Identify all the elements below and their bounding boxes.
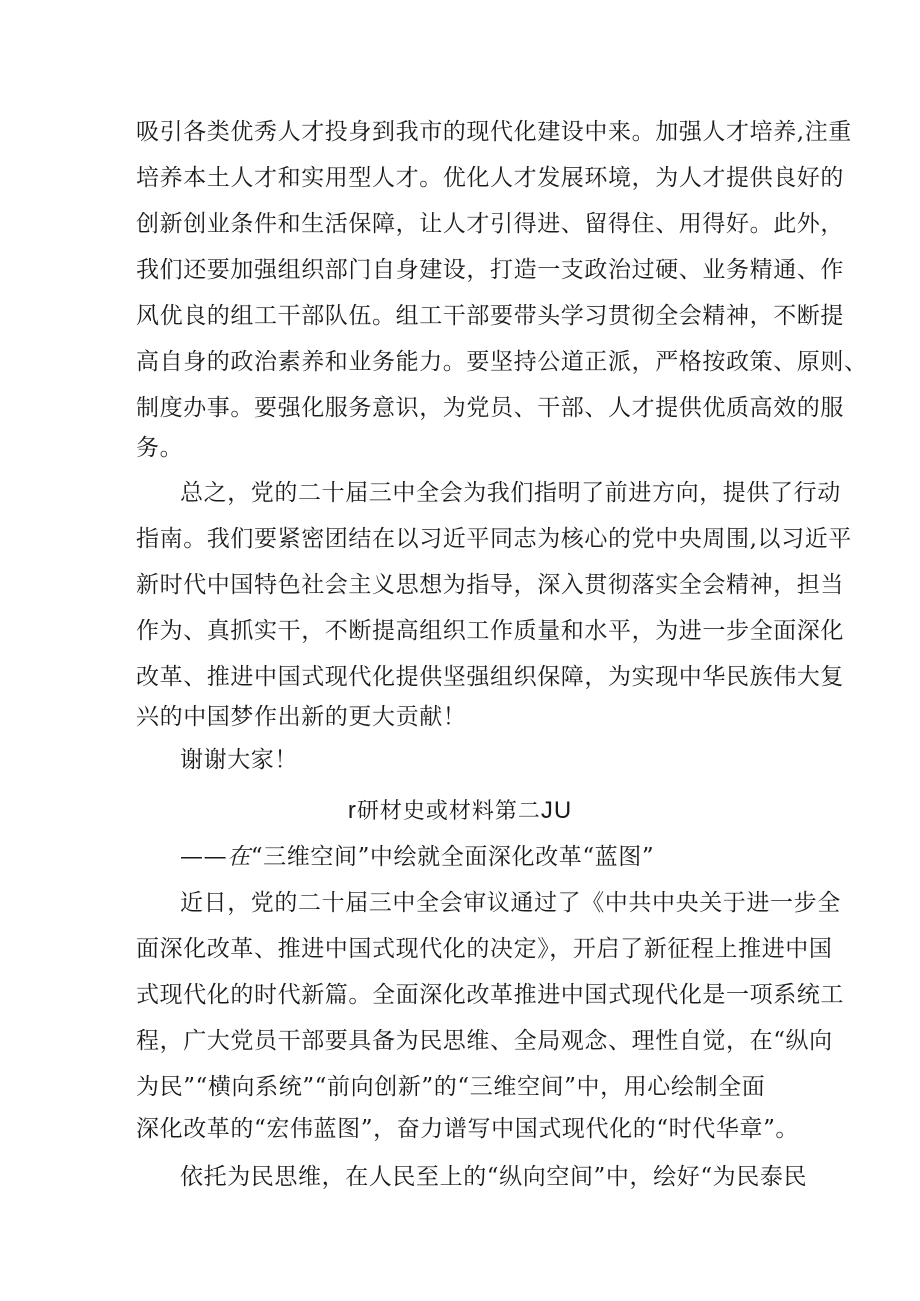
subtitle-em: 在 bbox=[227, 844, 251, 870]
section-title-tail: JU bbox=[540, 797, 573, 824]
para2-line-4: 作为、真抓实干，不断提高组织工作质量和水平，为进一步全面深化 bbox=[136, 618, 844, 644]
para3-line-1: 近日，党的二十届三中全会审议通过了《中共中央关于进一步全 bbox=[180, 890, 841, 916]
para2-line-5: 改革、推进中国式现代化提供坚强组织保障，为实现中华民族伟大复 bbox=[136, 664, 844, 690]
para4-line-1: 依托为民思维，在人民至上的“纵向空间”中，绘好“为民泰民 bbox=[180, 1164, 808, 1190]
section-subtitle bbox=[180, 841, 796, 873]
para1-line-2: 培养本土人才和实用型人才。优化人才发展环境，为人才提供良好的 bbox=[136, 165, 844, 191]
para3-line-3: 式现代化的时代新篇。全面深化改革推进中国式现代化是一项系统工 bbox=[136, 982, 844, 1008]
para2-line-3: 新时代中国特色社会主义思想为指导，深入贯彻落实全会精神，担当 bbox=[136, 572, 844, 598]
para1-line-8: 务。 bbox=[136, 435, 184, 461]
para1-line-1: 吸引各类优秀人才投身到我市的现代化建设中来。加强人才培养,注重 bbox=[136, 119, 852, 145]
para2-line-6: 兴的中国梦作出新的更大贡献！ bbox=[136, 704, 467, 730]
section-title-main: 研材史或材料第二 bbox=[356, 799, 541, 824]
para3-line-6: 深化改革的“宏伟蓝图”，奋力谱写中国式现代化的“时代华章”。 bbox=[136, 1116, 800, 1142]
subtitle-rest: “三维空间”中绘就全面深化改革“蓝图” bbox=[250, 844, 655, 870]
para1-line-6: 高自身的政治素养和业务能力。要坚持公道正派，严格按政策、原则、 bbox=[136, 349, 868, 375]
para1-line-3: 创新创业条件和生活保障，让人才引得进、留得住、用得好。此外， bbox=[136, 211, 844, 237]
para2-line-2: 指南。我们要紧密团结在以习近平同志为核心的党中央周围,以习近平 bbox=[136, 526, 852, 552]
subtitle-dash: —— bbox=[180, 844, 228, 870]
para3-line-5: 为民”“横向系统”“前向创新”的“三维空间”中，用心绘制全面 bbox=[136, 1074, 766, 1100]
para1-line-5: 风优良的组工干部队伍。组工干部要带头学习贯彻全会精神，不断提 bbox=[136, 303, 844, 329]
para1-line-7: 制度办事。要强化服务意识，为党员、干部、人才提供优质高效的服 bbox=[136, 395, 844, 421]
para2-line-1: 总之，党的二十届三中全会为我们指明了前进方向，提供了行动 bbox=[180, 480, 841, 506]
section-title bbox=[0, 795, 920, 828]
para3-line-4: 程，广大党员干部要具备为民思维、全局观念、理性自觉，在“纵向 bbox=[136, 1028, 833, 1054]
section-title-lead: r bbox=[347, 797, 357, 824]
thanks-line: 谢谢大家！ bbox=[180, 747, 298, 773]
para1-line-4: 我们还要加强组织部门自身建设，打造一支政治过硬、业务精通、作 bbox=[136, 257, 844, 283]
para3-line-2: 面深化改革、推进中国式现代化的决定》，开启了新征程上推进中国 bbox=[136, 936, 833, 962]
